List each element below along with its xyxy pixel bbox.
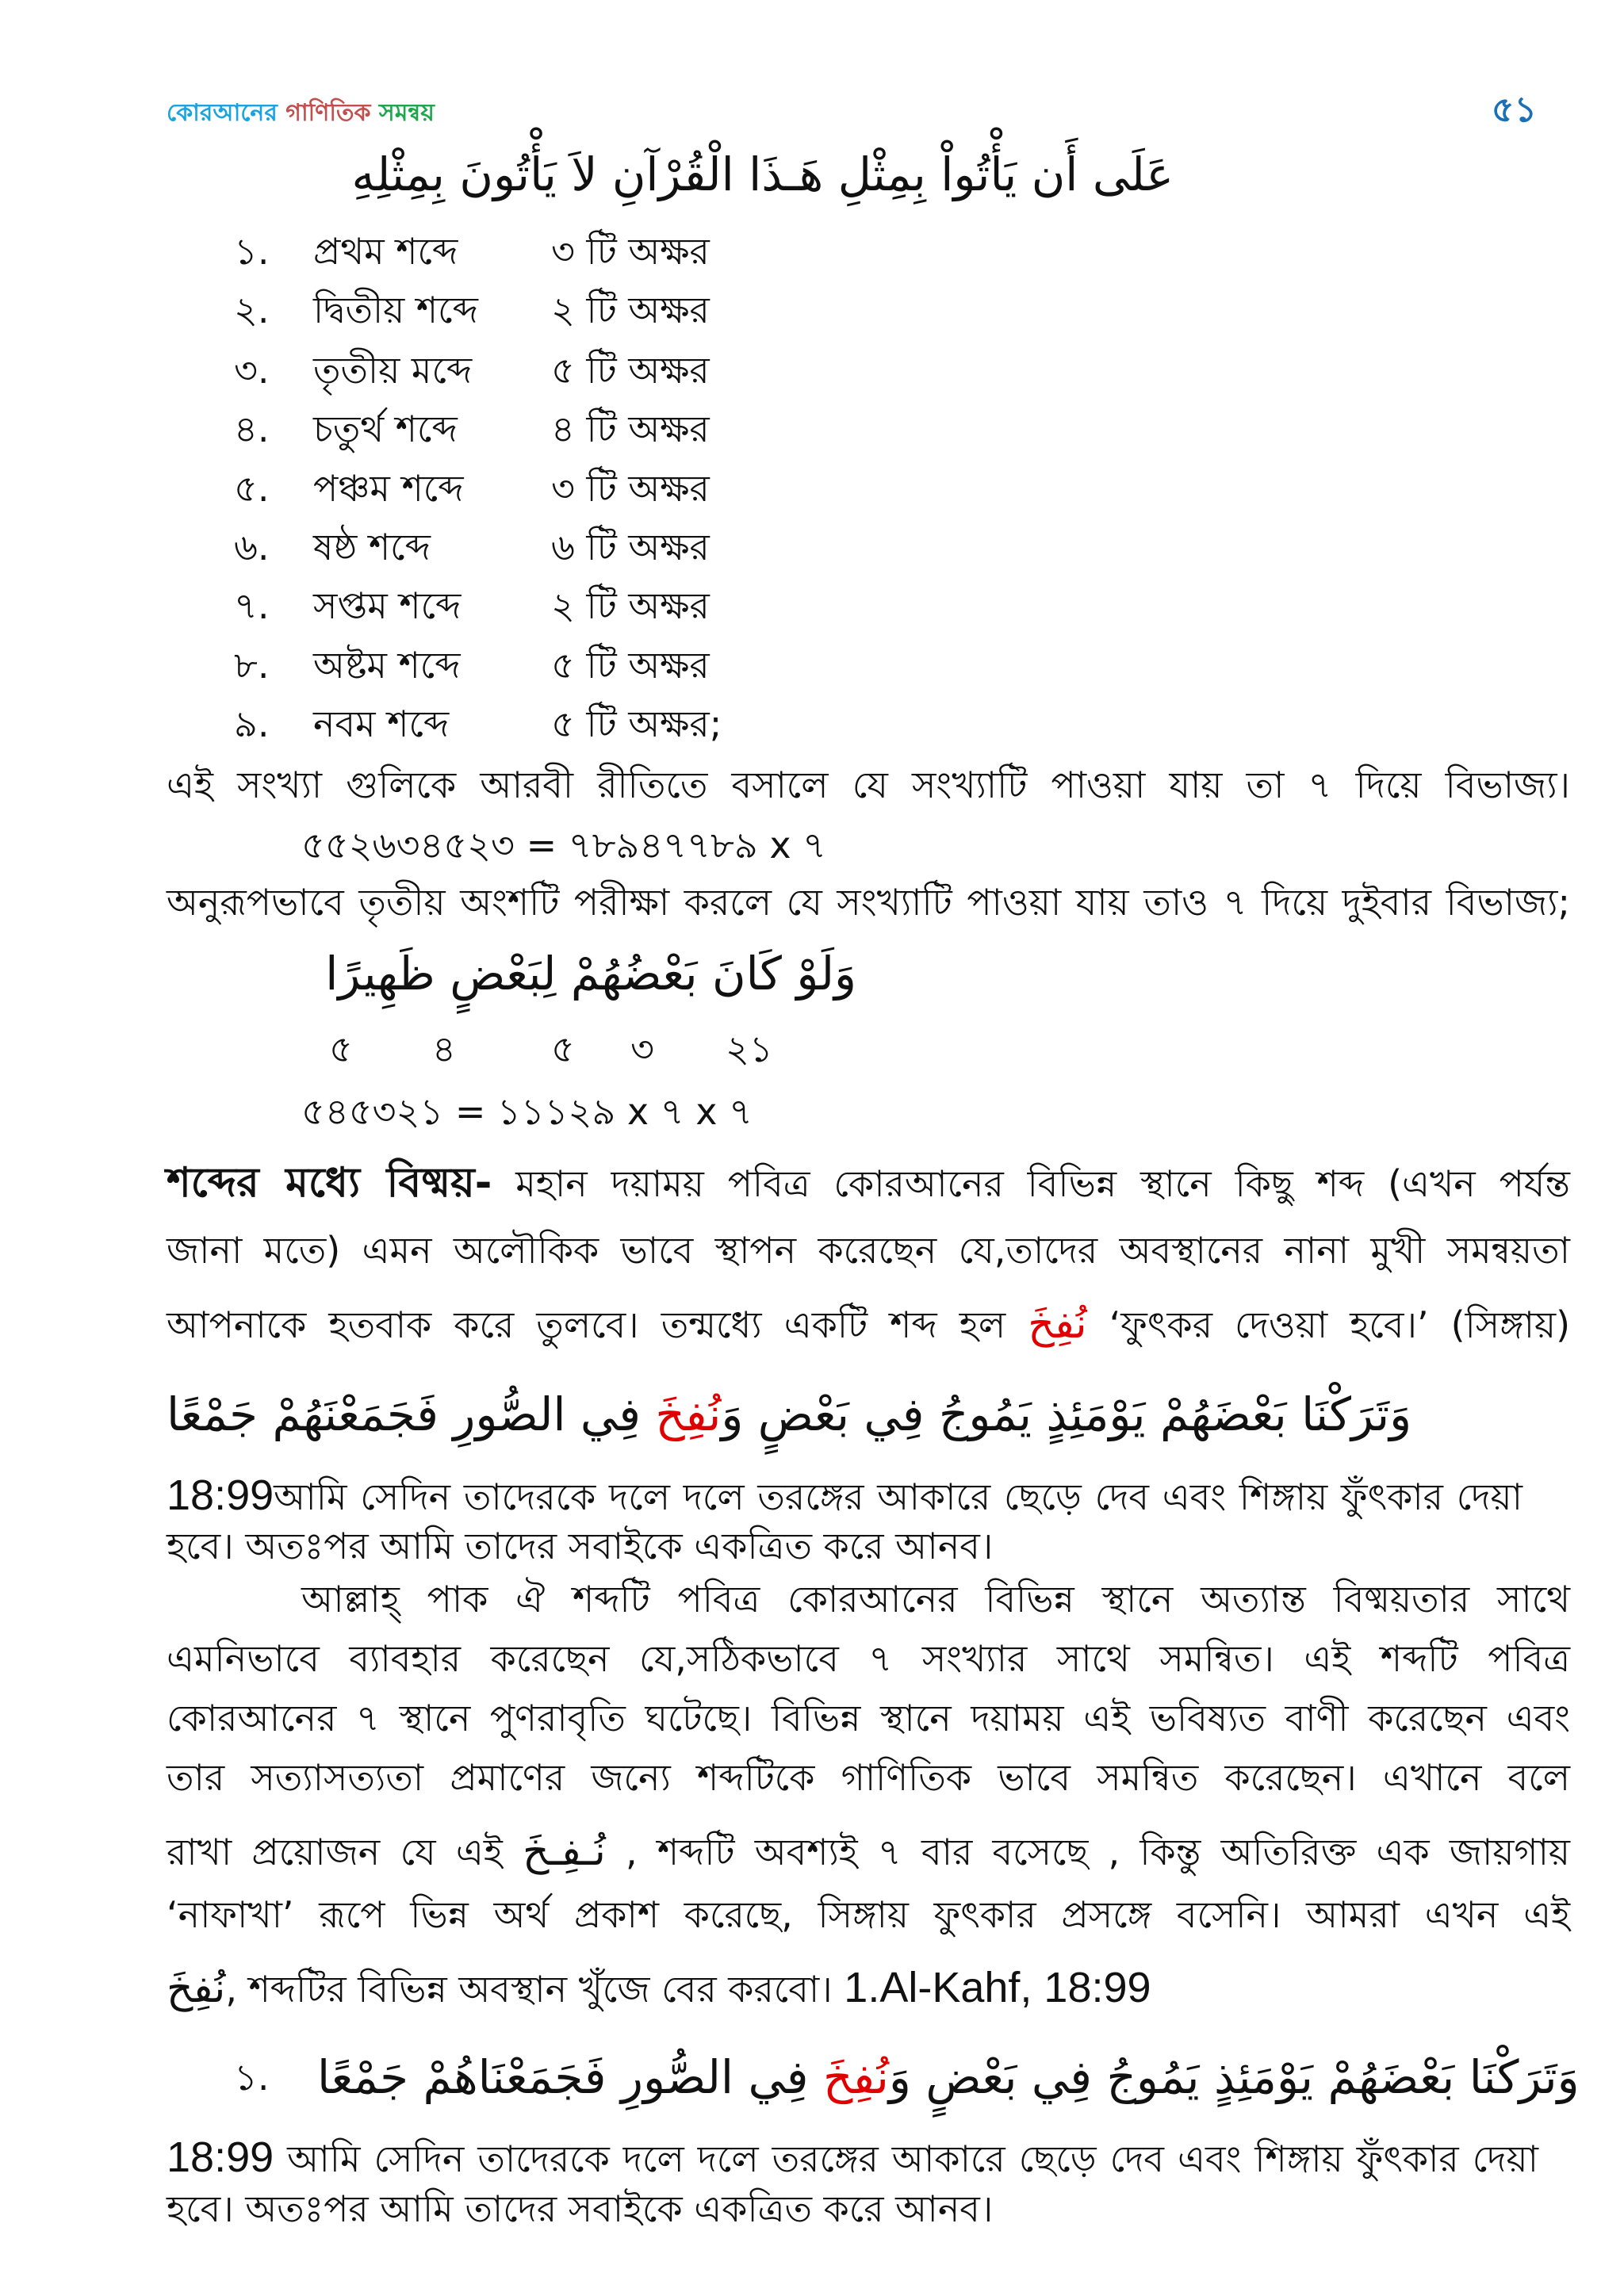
section-heading: শব্দের মধ্যে বিষ্ময়-	[167, 1159, 492, 1207]
row-number: ৩.	[234, 349, 270, 392]
text: রাখা প্রয়োজন যে এই	[167, 1831, 503, 1873]
letter-count: ৩ টি অক্ষর	[551, 467, 710, 510]
word-count-row	[234, 582, 710, 629]
translation-1-line-2: হবে। অতঃপর আমি তাদের সবাইকে একত্রিত করে আনব।	[167, 1525, 994, 1567]
word-count-row	[234, 286, 710, 334]
section-line-3	[167, 1300, 1570, 1349]
word-count-row	[234, 641, 710, 689]
text: , শব্দটি অবশ্যই ৭ বার বসেছে , কিন্তু অতিরিক্ত এক জায়গায়	[626, 1831, 1571, 1873]
row-number: ৫.	[234, 467, 270, 510]
text: আমি সেদিন তাদেরকে দলে দলে তরঙ্গের আকারে ছেড়ে দেব এবং শিঙ্গায় ফুঁৎকার দেয়া	[287, 2137, 1538, 2180]
para-3-line-6: ‘নাফাখা’ রূপে ভিন্ন অর্থ প্রকাশ করেছে, সিঙ্গায় ফুৎকার প্রসঙ্গে বসেনি। আমরা এখন এই	[167, 1893, 1570, 1936]
row-number: ৮.	[234, 644, 270, 687]
row-number: ৬.	[234, 526, 270, 568]
count: ২১	[726, 1027, 773, 1070]
verse-ref: 18:99	[167, 1471, 274, 1519]
para-3-line-2: এমনিভাবে ব্যাবহার করেছেন যে,সঠিকভাবে ৭ সংখ্যার সাথে সমন্বিত। এই শব্দটি পবিত্র	[167, 1637, 1570, 1680]
translation-1-line-1	[167, 1471, 1522, 1521]
text: ‘ফুৎকর দেওয়া হবে।’ (সিঙ্গায়)	[1109, 1303, 1571, 1346]
word-ordinal: প্রথম শব্দে	[313, 230, 458, 273]
arabic-verse-3	[167, 1383, 1570, 1446]
translation-2-line-1	[167, 2133, 1538, 2183]
letter-count: ২ টি অক্ষর	[551, 584, 710, 627]
para-3-line-3: কোরআনের ৭ স্থানে পুণরাবৃতি ঘটেছে। বিভিন্ন স্থানে দয়াময় এই ভবিষ্যত বাণী করেছেন এবং	[167, 1697, 1570, 1739]
word-ordinal: নবম শব্দে	[313, 702, 450, 745]
section-line-1	[167, 1159, 1570, 1207]
page-number: ৫১	[1491, 90, 1537, 130]
text: মহান দয়াময় পবিত্র কোরআনের বিভিন্ন স্থানে কিছু শব্দ (এখন পর্যন্ত	[515, 1162, 1570, 1205]
row-number: ২.	[234, 289, 270, 331]
count: ৪	[432, 1027, 456, 1070]
word-ordinal: দ্বিতীয় শব্দে	[313, 289, 478, 331]
section-line-2: জানা মতে) এমন অলৌকিক ভাবে স্থাপন করেছেন যে,তাদের অবস্থানের নানা মুখী সমন্বয়তা	[167, 1229, 1570, 1272]
word-count-row	[234, 523, 710, 571]
word-count-row	[234, 405, 710, 453]
arabic-word-nufikha: نُفِخَ	[1028, 1300, 1087, 1348]
row-number: ৪.	[234, 408, 270, 450]
header-word-1: কোরআনের	[167, 99, 278, 127]
row-number: ৭.	[234, 584, 270, 627]
count: ৫	[551, 1027, 575, 1070]
arabic-verse-2: وَلَوْ كَانَ بَعْضُهُمْ لِبَعْضٍ ظَهِيرًا	[325, 947, 856, 1001]
verse-ref: 18:99	[167, 2133, 274, 2181]
count: ৫	[329, 1027, 353, 1070]
word-ordinal: পঞ্চম শব্দে	[313, 467, 464, 510]
row-number: ১.	[234, 230, 270, 273]
highlighted-word: نُفِخَ	[822, 2050, 889, 2104]
text: وَتَرَكْنَا بَعْضَهُمْ يَوْمَئِذٍ يَمُوجُ فِي بَعْضٍ وَ	[721, 1387, 1412, 1441]
letter-count: ৫ টি অক্ষর;	[551, 702, 722, 745]
arabic-verse-4-number: ১.	[234, 2056, 270, 2099]
letter-count: ২ টি অক্ষর	[551, 289, 710, 331]
word-count-row	[234, 228, 710, 275]
para-3-line-5	[167, 1827, 1570, 1876]
translation-2-line-2: হবে। অতঃপর আমি তাদের সবাইকে একত্রিত করে আনব।	[167, 2187, 994, 2230]
arabic-verse-4	[317, 2045, 1586, 2109]
surah-reference: 1.Al-Kahf, 18:99	[844, 1964, 1151, 2011]
text: فِي الصُّورِ فَجَمَعْنَاهُمْ جَمْعًا	[317, 2050, 823, 2104]
letter-count: ৩ টি অক্ষর	[551, 230, 710, 273]
highlighted-word: نُفِخَ	[655, 1387, 722, 1441]
word-ordinal: তৃতীয় মব্দে	[313, 349, 473, 392]
paragraph-1: এই সংখ্যা গুলিকে আরবী রীতিতে বসালে যে সংখ্যাটি পাওয়া যায় তা ৭ দিয়ে বিভাজ্য।	[167, 763, 1570, 806]
word-count-row	[234, 465, 710, 512]
word-ordinal: ষষ্ঠ শব্দে	[313, 526, 431, 568]
count: ৩	[630, 1027, 654, 1070]
text: , শব্দটির বিভিন্ন অবস্থান খুঁজে বের করবো।	[225, 1968, 833, 2011]
header-word-3: সমন্বয়	[378, 99, 435, 127]
text: আপনাকে হতবাক করে তুলবে। তন্মধ্যে একটি শব্দ হল	[167, 1303, 1006, 1346]
running-header	[167, 94, 435, 134]
arabic-verse-1: عَلَى أَن يَأْتُواْ بِمِثْلِ هَـذَا الْقُرْآنِ لاَ يَأْتُونَ بِمِثْلِهِ	[351, 147, 1174, 201]
text: আমি সেদিন তাদেরকে দলে দলে তরঙ্গের আকারে ছেড়ে দেব এবং শিঙ্গায় ফুঁৎকার দেয়া	[274, 1475, 1522, 1518]
arabic-word: نُفِخَ	[167, 1965, 226, 2012]
text: فِي الصُّورِ فَجَمَعْنَهُمْ جَمْعًا	[167, 1387, 656, 1441]
para-3-line-7	[167, 1964, 1151, 2013]
row-number: ৯.	[234, 702, 270, 745]
arabic-verse-2-counts	[329, 1025, 773, 1073]
equation-1: ৫৫২৬৩৪৫২৩ = ৭৮৯৪৭৭৮৯ x ৭	[301, 824, 827, 867]
letter-count: ৫ টি অক্ষর	[551, 349, 710, 392]
arabic-word: نُـفِـخَ	[522, 1827, 606, 1875]
header-word-2: গাণিতিক	[285, 99, 371, 127]
paragraph-2: অনুরূপভাবে তৃতীয় অংশটি পরীক্ষা করলে যে সংখ্যাটি পাওয়া যায় তাও ৭ দিয়ে দুইবার বিভাজ্য;	[167, 881, 1570, 924]
letter-count: ৬ টি অক্ষর	[551, 526, 710, 568]
text: وَتَرَكْنَا بَعْضَهُمْ يَوْمَئِذٍ يَمُوجُ فِي بَعْضٍ وَ	[888, 2050, 1580, 2104]
word-count-row	[234, 700, 722, 748]
letter-count: ৪ টি অক্ষর	[551, 408, 710, 450]
para-3-line-4: তার সত্যাসত্যতা প্রমাণের জন্যে শব্দটিকে গাণিতিক ভাবে সমন্বিত করেছেন। এখানে বলে	[167, 1756, 1570, 1799]
para-3-line-1: আল্লাহ্ পাক ঐ শব্দটি পবিত্র কোরআনের বিভিন্ন স্থানে অত্যান্ত বিষ্ময়তার সাথে	[301, 1578, 1570, 1621]
word-ordinal: অষ্টম শব্দে	[313, 644, 461, 687]
word-ordinal: সপ্তম শব্দে	[313, 584, 462, 627]
word-ordinal: চতুর্থ শব্দে	[313, 408, 458, 450]
equation-2: ৫৪৫৩২১ = ১১১২৯ x ৭ x ৭	[301, 1090, 753, 1133]
letter-count: ৫ টি অক্ষর	[551, 644, 710, 687]
word-count-row	[234, 346, 710, 394]
